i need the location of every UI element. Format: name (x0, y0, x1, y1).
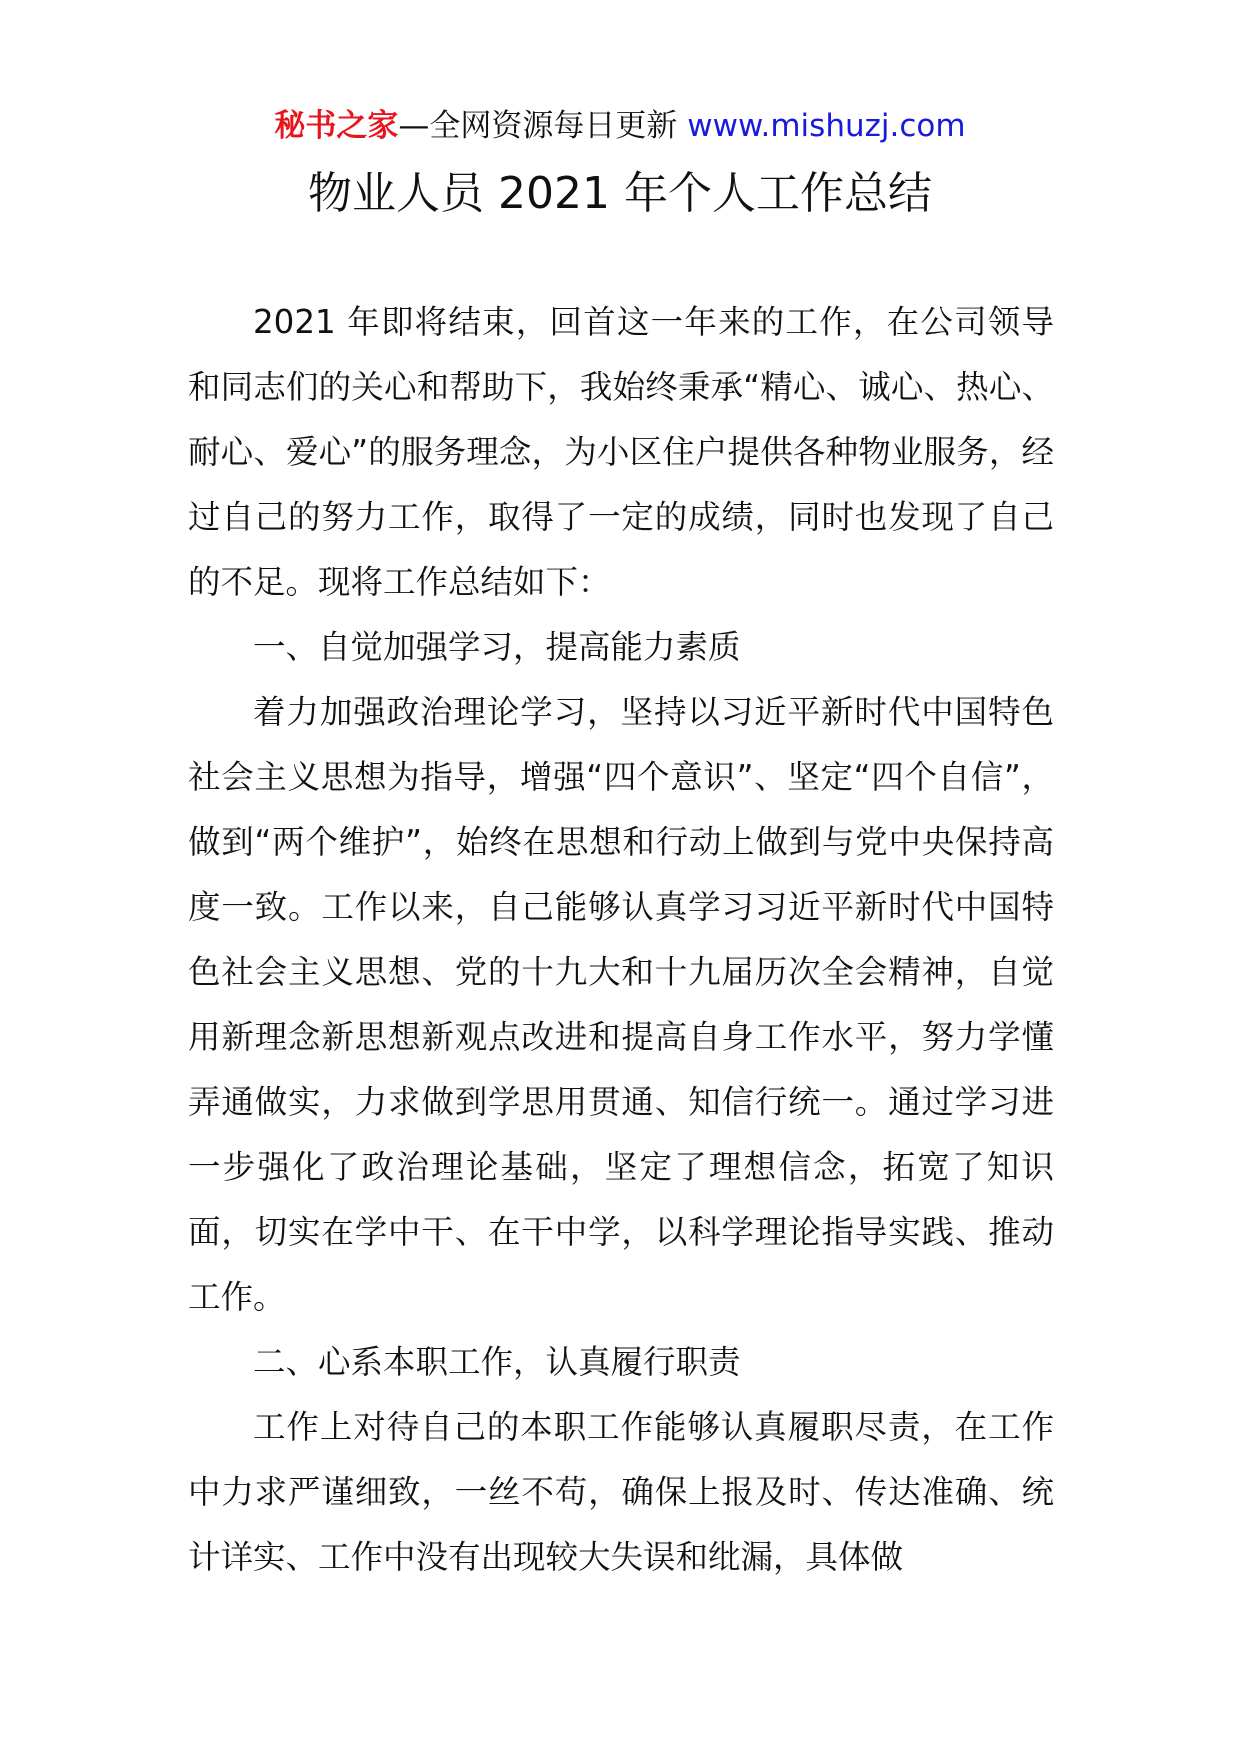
brand-name: 秘书之家 (274, 108, 399, 144)
intro-paragraph: 2021 年即将结束，回首这一年来的工作，在公司领导和同志们的关心和帮助下，我始终秉承“精心、诚心、热心、耐心、爱心”的服务理念，为小区住户提供各种物业服务，经过自己的努力工作，取得了一定的成绩，同时也发现了自己的不足。现将工作总结如下： (188, 303, 1054, 601)
document-title: 物业人员 2021 年个人工作总结 (308, 168, 932, 219)
site-header (0, 104, 1240, 148)
site-url-link[interactable]: www.mishuzj.com (687, 108, 966, 144)
section-2-paragraph: 工作上对待自己的本职工作能够认真履职尽责，在工作中力求严谨细致，一丝不苟，确保上报及时、传达准确、统计详实、工作中没有出现较大失误和纰漏，具体做 (188, 1408, 1054, 1576)
section-heading-2: 二、心系本职工作，认真履行职责 (253, 1343, 741, 1381)
section-1-paragraph: 着力加强政治理论学习，坚持以习近平新时代中国特色社会主义思想为指导，增强“四个意识”、坚定“四个自信”，做到“两个维护”，始终在思想和行动上做到与党中央保持高度一致。工作以来，自己能够认真学习习近平新时代中国特色社会主义思想、党的十九大和十九届历次全会精神，自觉用新理念新思想新观点改进和提高自身工作水平，努力学懂弄通做实，力求做到学思用贯通、知信行统一。通过学习进一步强化了政治理论基础，坚定了理想信念，拓宽了知识面，切实在学中干、在干中学，以科学理论指导实践、推动工作。 (188, 693, 1054, 1316)
header-tagline: —全网资源每日更新 (398, 108, 688, 144)
section-heading-1: 一、自觉加强学习，提高能力素质 (253, 628, 741, 666)
document-body (188, 290, 1054, 1590)
